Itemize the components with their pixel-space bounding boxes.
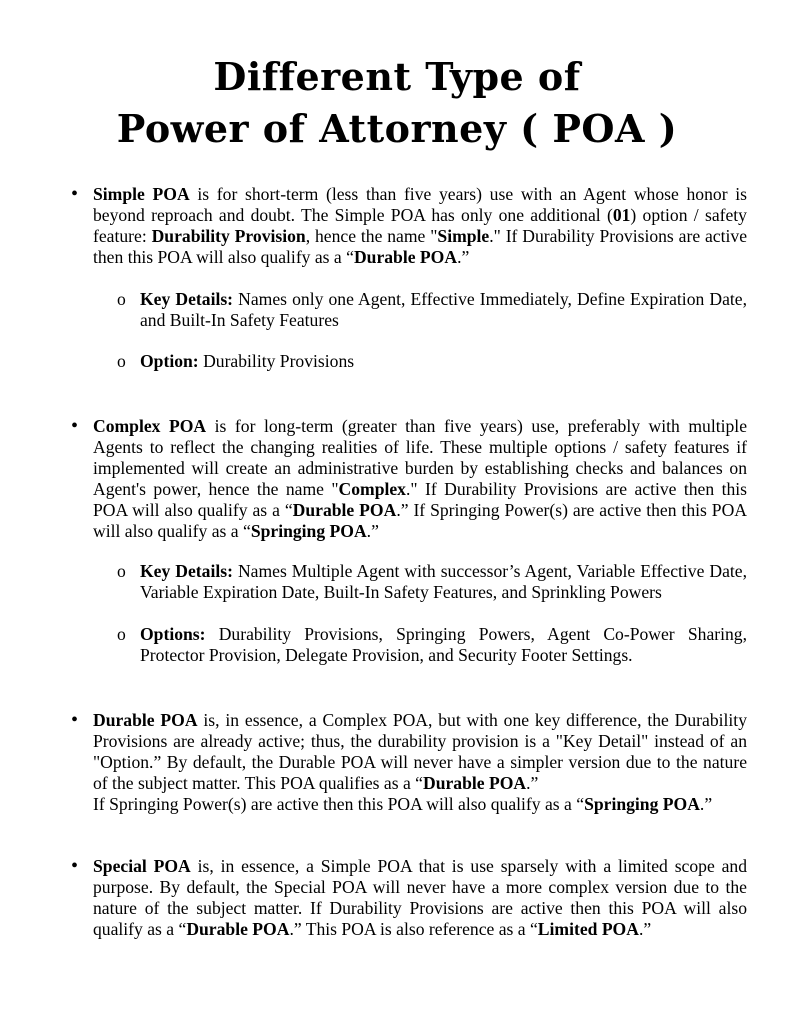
bold-term: Options: [140,624,206,644]
text-segment: is, in essence, a Complex POA, but with one key difference, the Durability Provisions are already active; thus, the durability provision is a "Key Detail" instead of an "Option.” By default, the Durable POA will never have a simpler version due to the nature of the subject matter. This POA qualifies as a “ [93,710,747,793]
sub-bullet-icon: o [117,561,126,581]
text-segment: is, in essence, a Simple POA that is use sparsely with a limited scope and purpose. By default, the Special POA will never have a more complex version due to the nature of the subject matter. If Durability Provisions are active then this POA will also qualify as a “ [93,856,748,939]
bold-term: Complex POA [93,416,207,436]
text-segment: .” [638,919,652,939]
text-segment: .” If Springing Power(s) are active then this POA will also qualify as a “ [93,500,748,541]
bold-term: Durability Provision [151,226,306,246]
bullet-paragraph [93,184,747,268]
bold-term: Durable POA [93,710,198,730]
bold-term: Limited POA [537,919,639,939]
bold-term: Key Details: [140,561,233,581]
text-segment: If Springing Power(s) are active then this POA will also qualify as a “ [93,794,585,814]
bold-term: Special POA [93,856,191,876]
text-segment: ) option / safety feature: [93,205,747,246]
bold-term: Option: [140,351,199,371]
bold-term: Complex [338,479,406,499]
bold-term: Durable POA [186,919,290,939]
bullet-icon: • [71,709,79,731]
text-segment: Names only one Agent, Effective Immediately, Define Expiration Date, and Built-In Safety Features [140,289,747,330]
bold-term: 01 [612,205,631,225]
bold-term: Durable POA [353,247,458,267]
bold-term: Simple [437,226,490,246]
bullet-icon: • [71,855,79,877]
text-segment: .” [366,521,379,541]
text-segment: ." If Durability Provisions are active then this POA will also qualify as a “ [93,226,747,267]
bullet-paragraph [93,710,747,815]
text-segment: Durability Provisions [198,351,355,371]
text-segment: .” [699,794,713,814]
bold-term: Simple POA [93,184,190,204]
bold-term: Key Details: [140,289,234,309]
bold-term: Springing POA [584,794,700,814]
text-segment: is for short-term (less than five years) use with an Agent whose honor is beyond reproach and doubt. The Simple POA has only one additional ( [93,184,747,225]
bullet-paragraph [93,416,747,542]
bold-term: Springing POA [250,521,367,541]
bullet-icon: • [71,415,79,437]
text-segment: ." If Durability Provisions are active then this POA will also qualify as a “ [93,479,747,520]
text-segment: is for long-term (greater than five years) use, preferably with multiple Agents to reflect the changing realities of life. These multiple options / safety features if implemented will create an administrative burden by establishing checks and balances on Agent's power, hence the name " [93,416,748,499]
sub-bullet-item [140,351,747,372]
text-segment: Durability Provisions, Springing Powers, Agent Co-Power Sharing, Protector Provision, Delegate Provision, and Security Footer Settings. [140,624,747,665]
sub-bullet-icon: o [117,351,126,371]
title-line-2: Power of Attorney ( POA ) [116,106,678,151]
text-segment: .” This POA is also reference as a “ [289,919,538,939]
sub-bullet-item [140,561,747,603]
bold-term: Durable POA [292,500,397,520]
title-line-1: Different Type of [213,54,581,99]
text-segment: .” [526,773,539,793]
bold-term: Durable POA [422,773,527,793]
text-segment: .” [457,247,470,267]
sub-bullet-icon: o [117,289,126,309]
sub-bullet-item [140,289,747,331]
sub-bullet-icon: o [117,624,126,644]
text-segment: Names Multiple Agent with successor’s Agent, Variable Effective Date, Variable Expiration Date, Built-In Safety Features, and Sprinkling Powers [140,561,747,602]
text-segment: , hence the name " [305,226,438,246]
bullet-paragraph [93,856,747,940]
bullet-icon: • [71,183,79,205]
sub-bullet-item [140,624,747,666]
